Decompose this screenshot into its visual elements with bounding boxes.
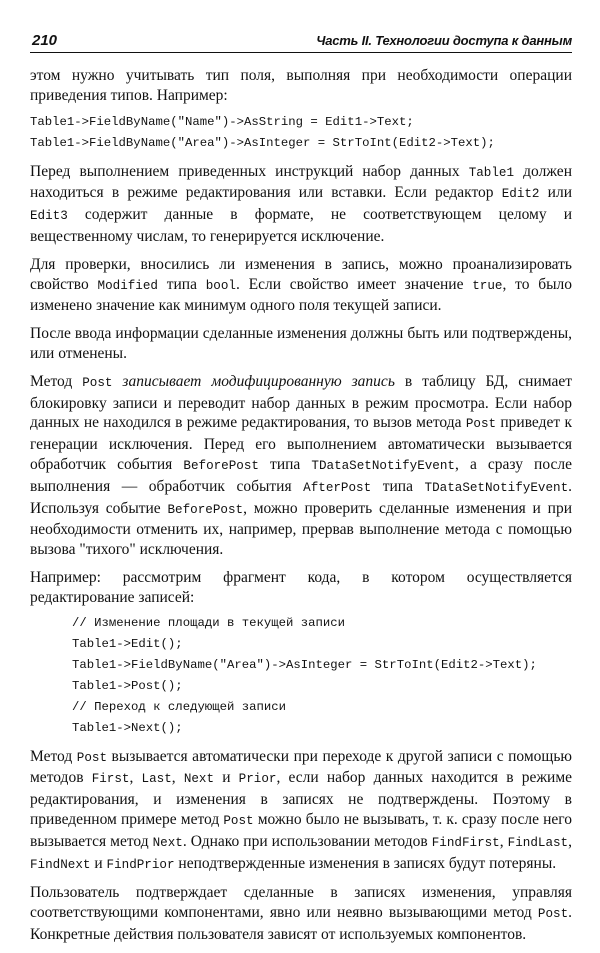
code-line: // Переход к следующей записи: [72, 699, 287, 714]
code-line: Table1->FieldByName("Name")->AsString = Edit1->Text;: [30, 114, 414, 129]
paragraph-8: Пользователь подтверждает сделанные в записях изменения, управляя соответствующими компонентами, явно или неявно вызывающими метод Post. Конкретные действия пользователя зависят от используемых компонентов.: [30, 884, 572, 943]
paragraph-4: После ввода информации сделанные изменения должны быть или подтверждены, или отменены.: [30, 325, 572, 362]
page-number: 210: [32, 32, 58, 49]
code-block-2: [72, 613, 572, 739]
paragraph-2: Перед выполнением приведенных инструкций набор данных Table1 должен находиться в режиме редактирования или вставки. Если редактор Edit2 или Edit3 содержит данные в формате, не соответствующем целому и вещественному числам, то генерируется исключение.: [30, 162, 572, 245]
page-body: [30, 66, 572, 953]
code-line: Table1->Next();: [72, 720, 183, 735]
paragraph-3: Для проверки, вносились ли изменения в запись, можно проанализировать свойство Modified типа bool. Если свойство имеет значение true, то было изменено значение как минимум одного поля текущей записи.: [30, 255, 572, 315]
code-line: // Изменение площади в текущей записи: [72, 615, 346, 630]
paragraph-7: Метод Post вызывается автоматически при переходе к другой записи с помощью методов First, Last, Next и Prior, если набор данных находится в режиме редактирования, и изменения в записях не подтверждены. Поэтому в приведенном примере метод Post можно было не вызывать, т. к. сразу после него вызывается метод Next. Однако при использовании методов FindFirst, FindLast, FindNext и FindPrior неподтвержденные изменения в записях будут потеряны.: [30, 747, 573, 872]
paragraph-1: этом нужно учитывать тип поля, выполняя при необходимости операции приведения типов. Например:: [30, 67, 572, 104]
code-line: Table1->Post();: [72, 678, 183, 693]
paragraph-5: Метод Post записывает модифицированную запись в таблицу БД, снимает блокировку записи и переводит набор данных в режим просмотра. Если набор данных не находился в режиме редактирования, то вызов метода Post приведет к генерации исключения. Перед его выполнением автоматически вызывается обработчик события BeforePost типа TDataSetNotifyEvent, а сразу после выполнения — обработчик события AfterPost типа TDataSetNotifyEvent. Используя событие BeforePost, можно проверить сделанные изменения и при необходимости отменить их, например, прервав выполнение метода с помощью вызова "тихого" исключения.: [30, 372, 572, 559]
paragraph-6: Например: рассмотрим фрагмент кода, в котором осуществляется редактирование записей:: [30, 568, 572, 606]
running-header: [30, 28, 572, 53]
code-block-1: [30, 112, 572, 154]
code-line: Table1->FieldByName("Area")->AsInteger = StrToInt(Edit2->Text);: [72, 657, 537, 672]
code-line: Table1->Edit();: [72, 636, 183, 651]
code-line: Table1->FieldByName("Area")->AsInteger = StrToInt(Edit2->Text);: [30, 135, 495, 150]
part-title: Часть II. Технологии доступа к данным: [316, 33, 572, 48]
